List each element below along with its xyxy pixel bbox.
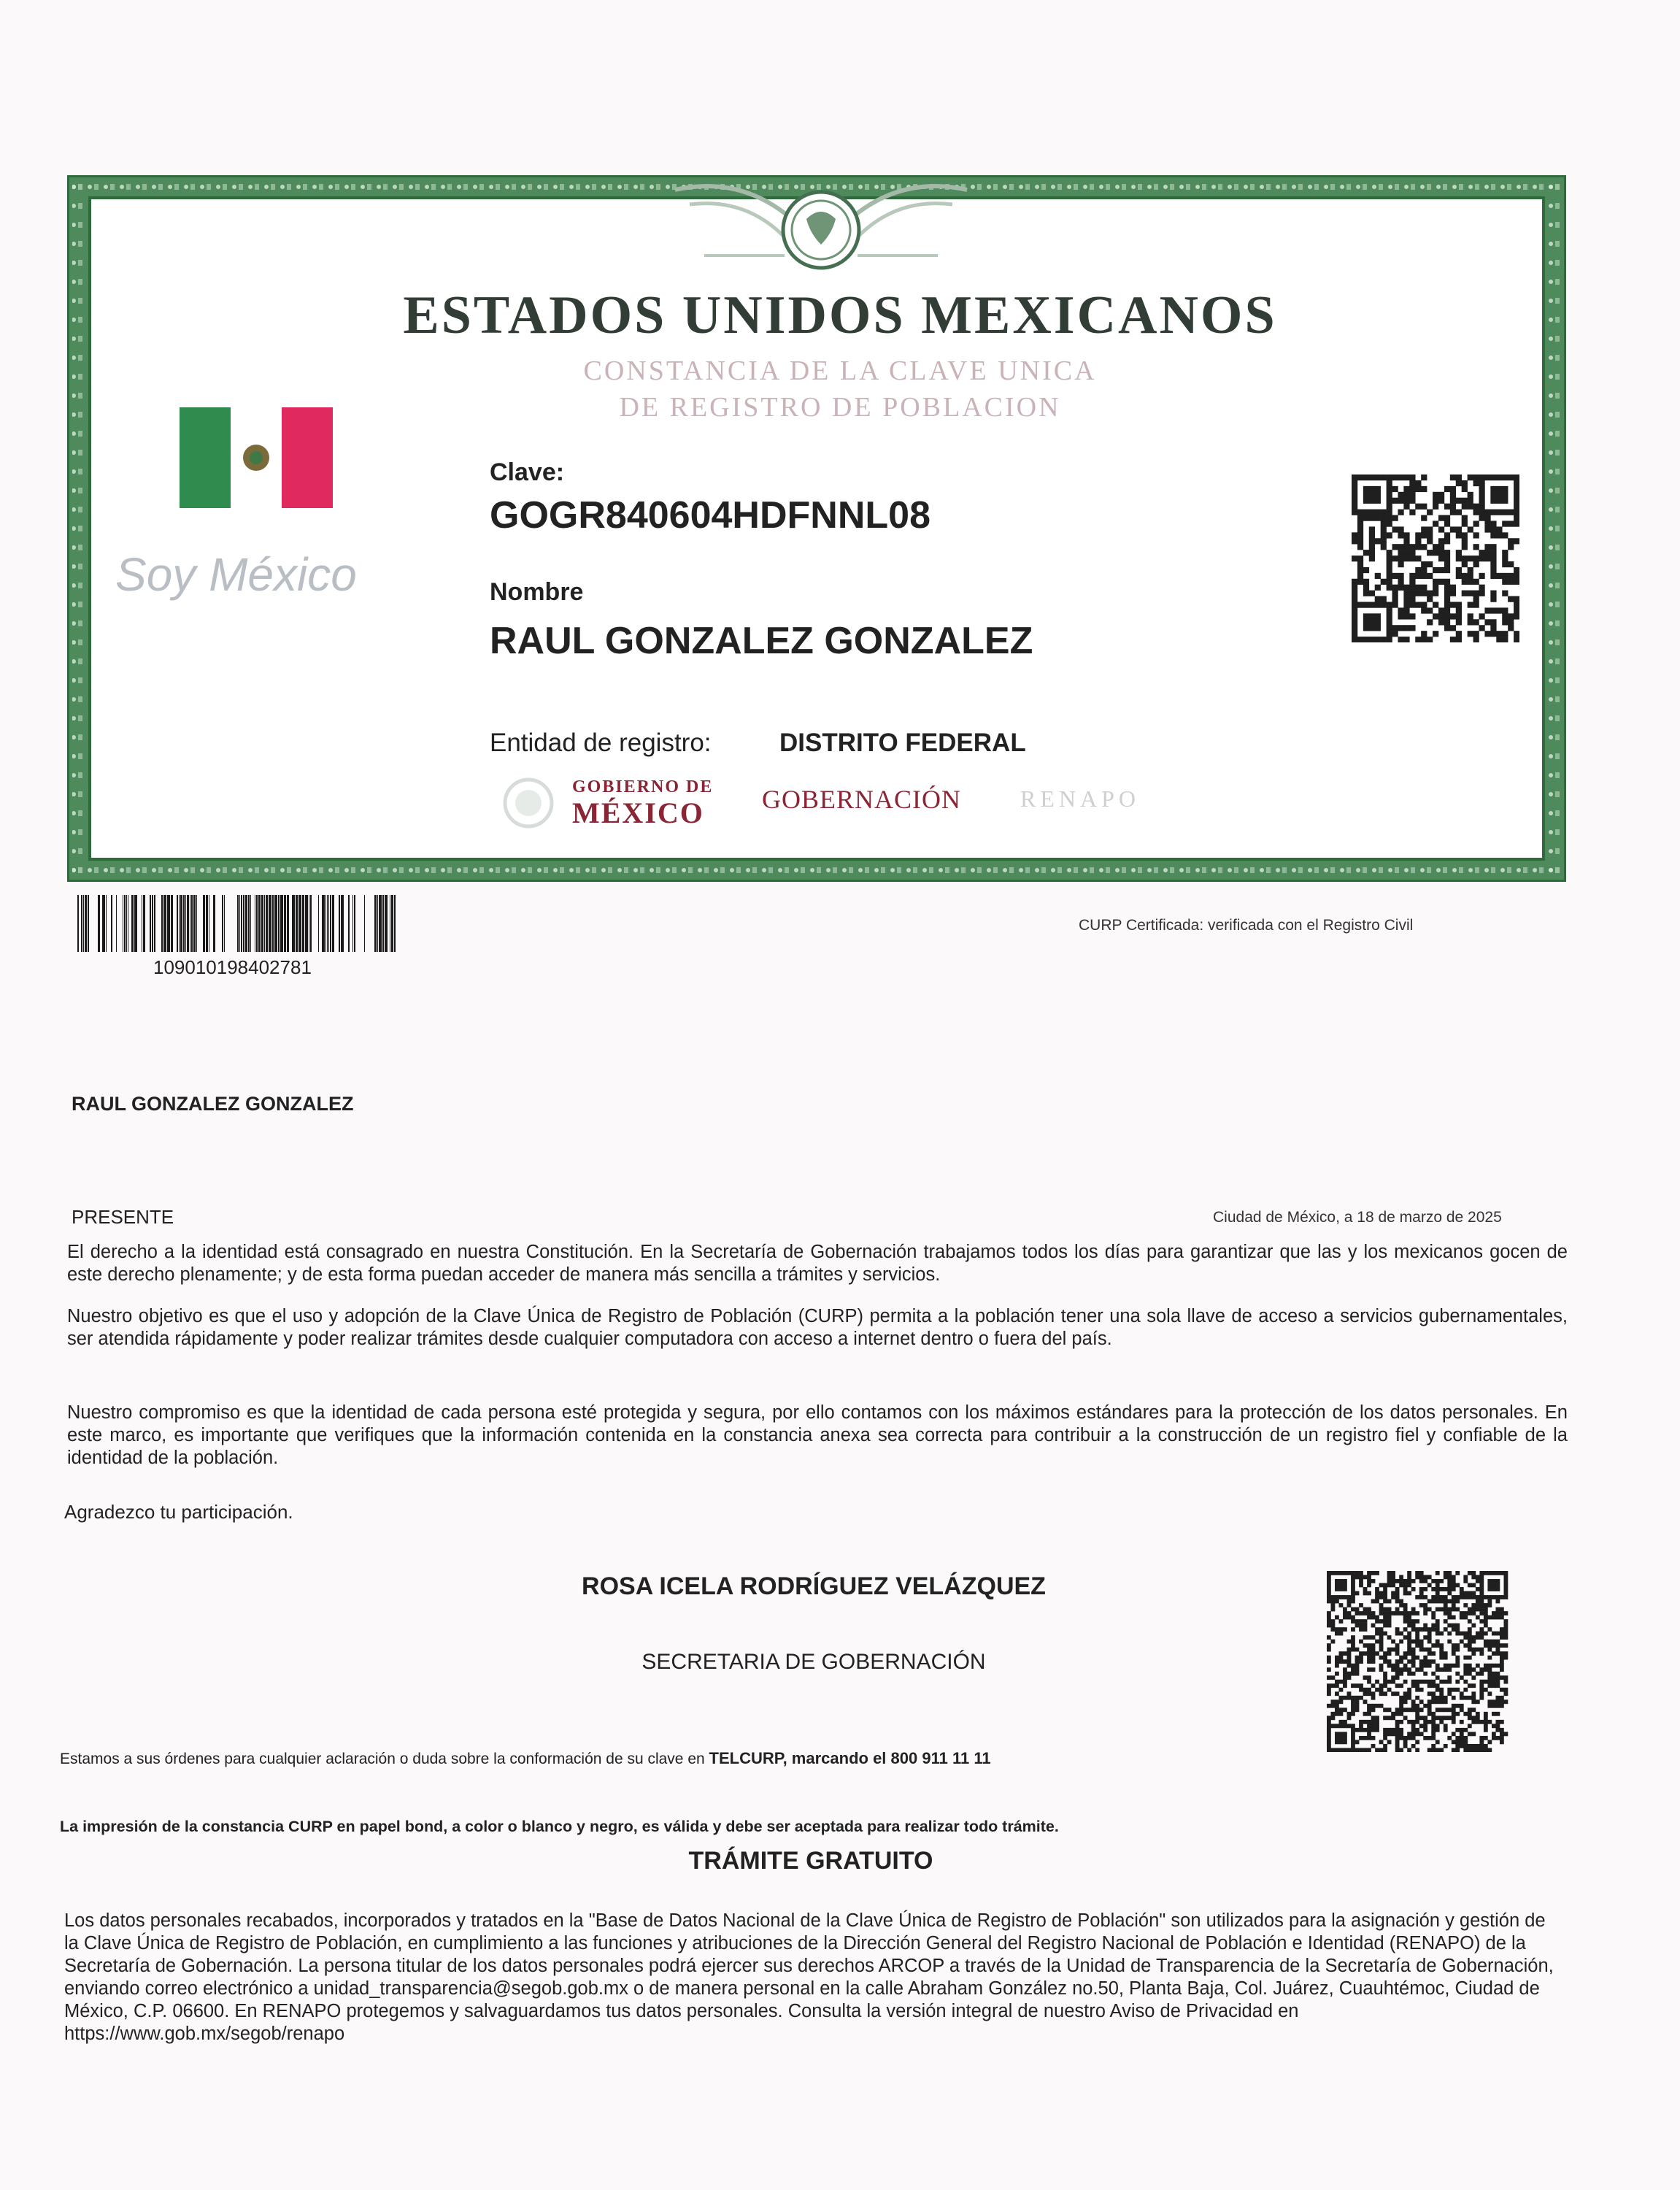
mexican-flag-icon	[180, 407, 333, 508]
signatory-title: SECRETARIA DE GOBERNACIÓN	[641, 1650, 986, 1674]
clave-label: Clave:	[490, 458, 565, 486]
certificate-subtitle-line1: CONSTANCIA DE LA CLAVE UNICA	[583, 356, 1097, 386]
nombre-label: Nombre	[490, 578, 584, 606]
soy-mexico-slogan: Soy México	[115, 548, 357, 601]
telcurp-notice-text: Estamos a sus órdenes para cualquier aclaración o duda sobre la conformación de su clave en	[60, 1751, 705, 1767]
gobierno-seal-icon	[493, 774, 563, 832]
barcode-image	[77, 895, 397, 953]
signatory-name: ROSA ICELA RODRÍGUEZ VELÁZQUEZ	[582, 1572, 1046, 1600]
letter-recipient: RAUL GONZALEZ GONZALEZ	[72, 1093, 354, 1115]
letter-paragraph: Nuestro objetivo es que el uso y adopción de la Clave Única de Registro de Población (CURP) permita a la población tener una sola llave de acceso a servicios gubernamentales, ser atendida rápidamente y poder realizar trámites desde cualquier computadora con acceso a internet dentro o fuera del país.	[67, 1306, 1568, 1349]
gobierno-logo-line1: GOBIERNO DE	[572, 777, 714, 796]
entidad-value: DISTRITO FEDERAL	[779, 729, 1026, 757]
barcode-number: 109010198402781	[153, 956, 312, 978]
signature-qr-code	[1327, 1571, 1511, 1752]
privacy-notice: Los datos personales recabados, incorporados y tratados en la "Base de Datos Nacional de la Clave Única de Registro de Población" son utilizados para la asignación y gestión de la Clave Única de Registro de Población, en cumplimiento a las funciones y atribuciones de la Dirección General del Registro Nacional de Población e Identidad (RENAPO) de la Secretaría de Gobernación. La persona titular de los datos personales podrá ejercer sus derechos ARCOP a través de la Unidad de Transparencia de la Secretaría de Gobernación, enviando correo electrónico a unidad_transparencia@segob.gob.mx o de manera personal en la calle Abraham González no.50, Planta Baja, Col. Juárez, Cuauhtémoc, Ciudad de México, C.P. 06600. En RENAPO protegemos y salvaguardamos tus datos personales. Consulta la versión integral de nuestro Aviso de Privacidad en https://www.gob.mx/segob/renapo	[64, 1910, 1554, 2044]
curp-qr-code	[1352, 474, 1519, 642]
telcurp-notice	[60, 1749, 991, 1768]
renapo-logo: RENAPO	[1020, 785, 1141, 812]
certificate-title: ESTADOS UNIDOS MEXICANOS	[403, 285, 1277, 345]
clave-value: GOGR840604HDFNNL08	[490, 494, 930, 537]
tramite-gratuito: TRÁMITE GRATUITO	[688, 1847, 933, 1875]
gobierno-logo-line2: MÉXICO	[572, 796, 704, 829]
letter-place-date: Ciudad de México, a 18 de marzo de 2025	[1213, 1209, 1502, 1226]
curp-certificada-note: CURP Certificada: verificada con el Registro Civil	[1079, 917, 1414, 934]
national-eagle-crest-icon	[660, 175, 982, 277]
telcurp-phone: TELCURP, marcando el 800 911 11 11	[709, 1749, 991, 1767]
letter-presente: PRESENTE	[72, 1206, 174, 1228]
nombre-value: RAUL GONZALEZ GONZALEZ	[490, 620, 1033, 662]
gobernacion-logo: GOBERNACIÓN	[762, 785, 962, 814]
validity-notice: La impresión de la constancia CURP en papel bond, a color o blanco y negro, es válida y debe ser aceptada para realizar todo trámite.	[60, 1818, 1059, 1835]
letter-paragraph: Nuestro compromiso es que la identidad de cada persona esté protegida y segura, por ello contamos con los máximos estándares para la protección de los datos personales. En este marco, es importante que verifiques que la información contenida en la constancia anexa sea correcta para contribuir a la construcción de un registro fiel y confiable de la identidad de la población.	[67, 1402, 1568, 1468]
letter-closing: Agradezco tu participación.	[64, 1501, 293, 1523]
certificate-subtitle-line2: DE REGISTRO DE POBLACION	[619, 392, 1061, 423]
entidad-label: Entidad de registro:	[490, 729, 712, 757]
letter-paragraph: El derecho a la identidad está consagrado en nuestra Constitución. En la Secretaría de Gobernación trabajamos todos los días para garantizar que las y los mexicanos gocen de este derecho plenamente; y de esta forma puedan acceder de manera más sencilla a trámites y servicios.	[67, 1242, 1568, 1285]
